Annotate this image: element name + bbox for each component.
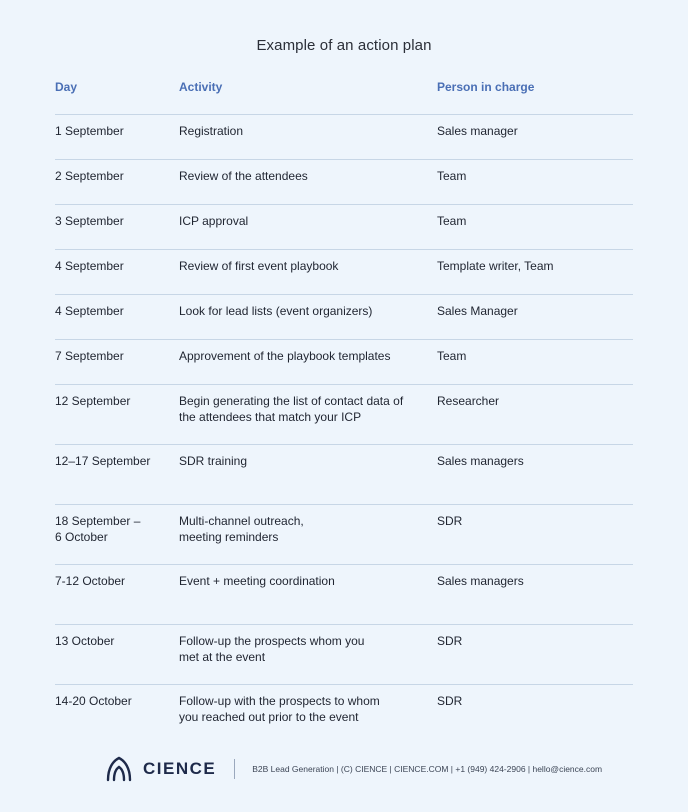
page-title: Example of an action plan bbox=[256, 37, 432, 54]
table-header bbox=[55, 78, 633, 115]
cell-day: 14-20 October bbox=[55, 694, 132, 708]
cell-day: 7 September bbox=[55, 349, 124, 363]
table-row bbox=[55, 295, 633, 340]
cell-person: Researcher bbox=[437, 394, 500, 408]
cell-activity: Review of the attendees bbox=[179, 169, 308, 183]
table-row bbox=[55, 505, 633, 565]
cell-activity: Follow-up with the prospects to whom you reached out prior to the event bbox=[179, 694, 380, 724]
cell-person: Team bbox=[437, 349, 467, 363]
footer bbox=[105, 756, 602, 782]
column-header-day: Day bbox=[55, 80, 78, 94]
cell-activity: SDR training bbox=[179, 454, 248, 468]
table-row bbox=[55, 250, 633, 295]
column-header-person: Person in charge bbox=[437, 80, 535, 94]
cell-activity: Approvement of the playbook templates bbox=[179, 349, 391, 363]
table-row bbox=[55, 685, 633, 744]
footer-divider bbox=[234, 759, 235, 779]
column-header-activity: Activity bbox=[179, 80, 223, 94]
cience-logo-icon bbox=[105, 756, 133, 782]
cell-person: Template writer, Team bbox=[437, 259, 554, 273]
table-row bbox=[55, 205, 633, 250]
cell-day: 18 September – 6 October bbox=[55, 514, 141, 544]
cell-day: 4 September bbox=[55, 259, 124, 273]
table-row bbox=[55, 565, 633, 625]
cell-day: 1 September bbox=[55, 124, 124, 138]
logo-text: CIENCE bbox=[143, 759, 217, 778]
cell-activity: Event + meeting coordination bbox=[179, 574, 335, 588]
cell-day: 12 September bbox=[55, 394, 131, 408]
table-row bbox=[55, 385, 633, 445]
cell-activity: Multi-channel outreach, meeting reminders bbox=[179, 514, 304, 544]
cell-person: Team bbox=[437, 169, 467, 183]
footer-info: B2B Lead Generation | (C) CIENCE | CIENCE.COM | +1 (949) 424-2906 | hello@cience.com bbox=[252, 764, 603, 774]
cell-person: SDR bbox=[437, 514, 463, 528]
cell-person: Sales managers bbox=[437, 574, 524, 588]
cell-activity: Review of first event playbook bbox=[179, 259, 339, 273]
table-row bbox=[55, 625, 633, 685]
action-plan-table bbox=[55, 78, 633, 744]
table-row bbox=[55, 115, 633, 160]
table-row bbox=[55, 340, 633, 385]
cell-day: 3 September bbox=[55, 214, 124, 228]
cell-activity: Begin generating the list of contact data of the attendees that match your ICP bbox=[179, 394, 404, 424]
cell-person: SDR bbox=[437, 694, 463, 708]
cell-activity: Registration bbox=[179, 124, 244, 138]
cell-person: Team bbox=[437, 214, 467, 228]
cell-activity: ICP approval bbox=[179, 214, 249, 228]
cell-day: 4 September bbox=[55, 304, 124, 318]
table-row bbox=[55, 160, 633, 205]
cell-day: 13 October bbox=[55, 634, 115, 648]
cell-activity: Follow-up the prospects whom you met at the event bbox=[179, 634, 365, 664]
cell-day: 2 September bbox=[55, 169, 124, 183]
cell-person: Sales Manager bbox=[437, 304, 518, 318]
cell-person: Sales manager bbox=[437, 124, 518, 138]
cell-day: 12–17 September bbox=[55, 454, 151, 468]
table-row bbox=[55, 445, 633, 505]
cell-day: 7-12 October bbox=[55, 574, 126, 588]
cell-activity: Look for lead lists (event organizers) bbox=[179, 304, 373, 318]
cell-person: SDR bbox=[437, 634, 463, 648]
cell-person: Sales managers bbox=[437, 454, 524, 468]
